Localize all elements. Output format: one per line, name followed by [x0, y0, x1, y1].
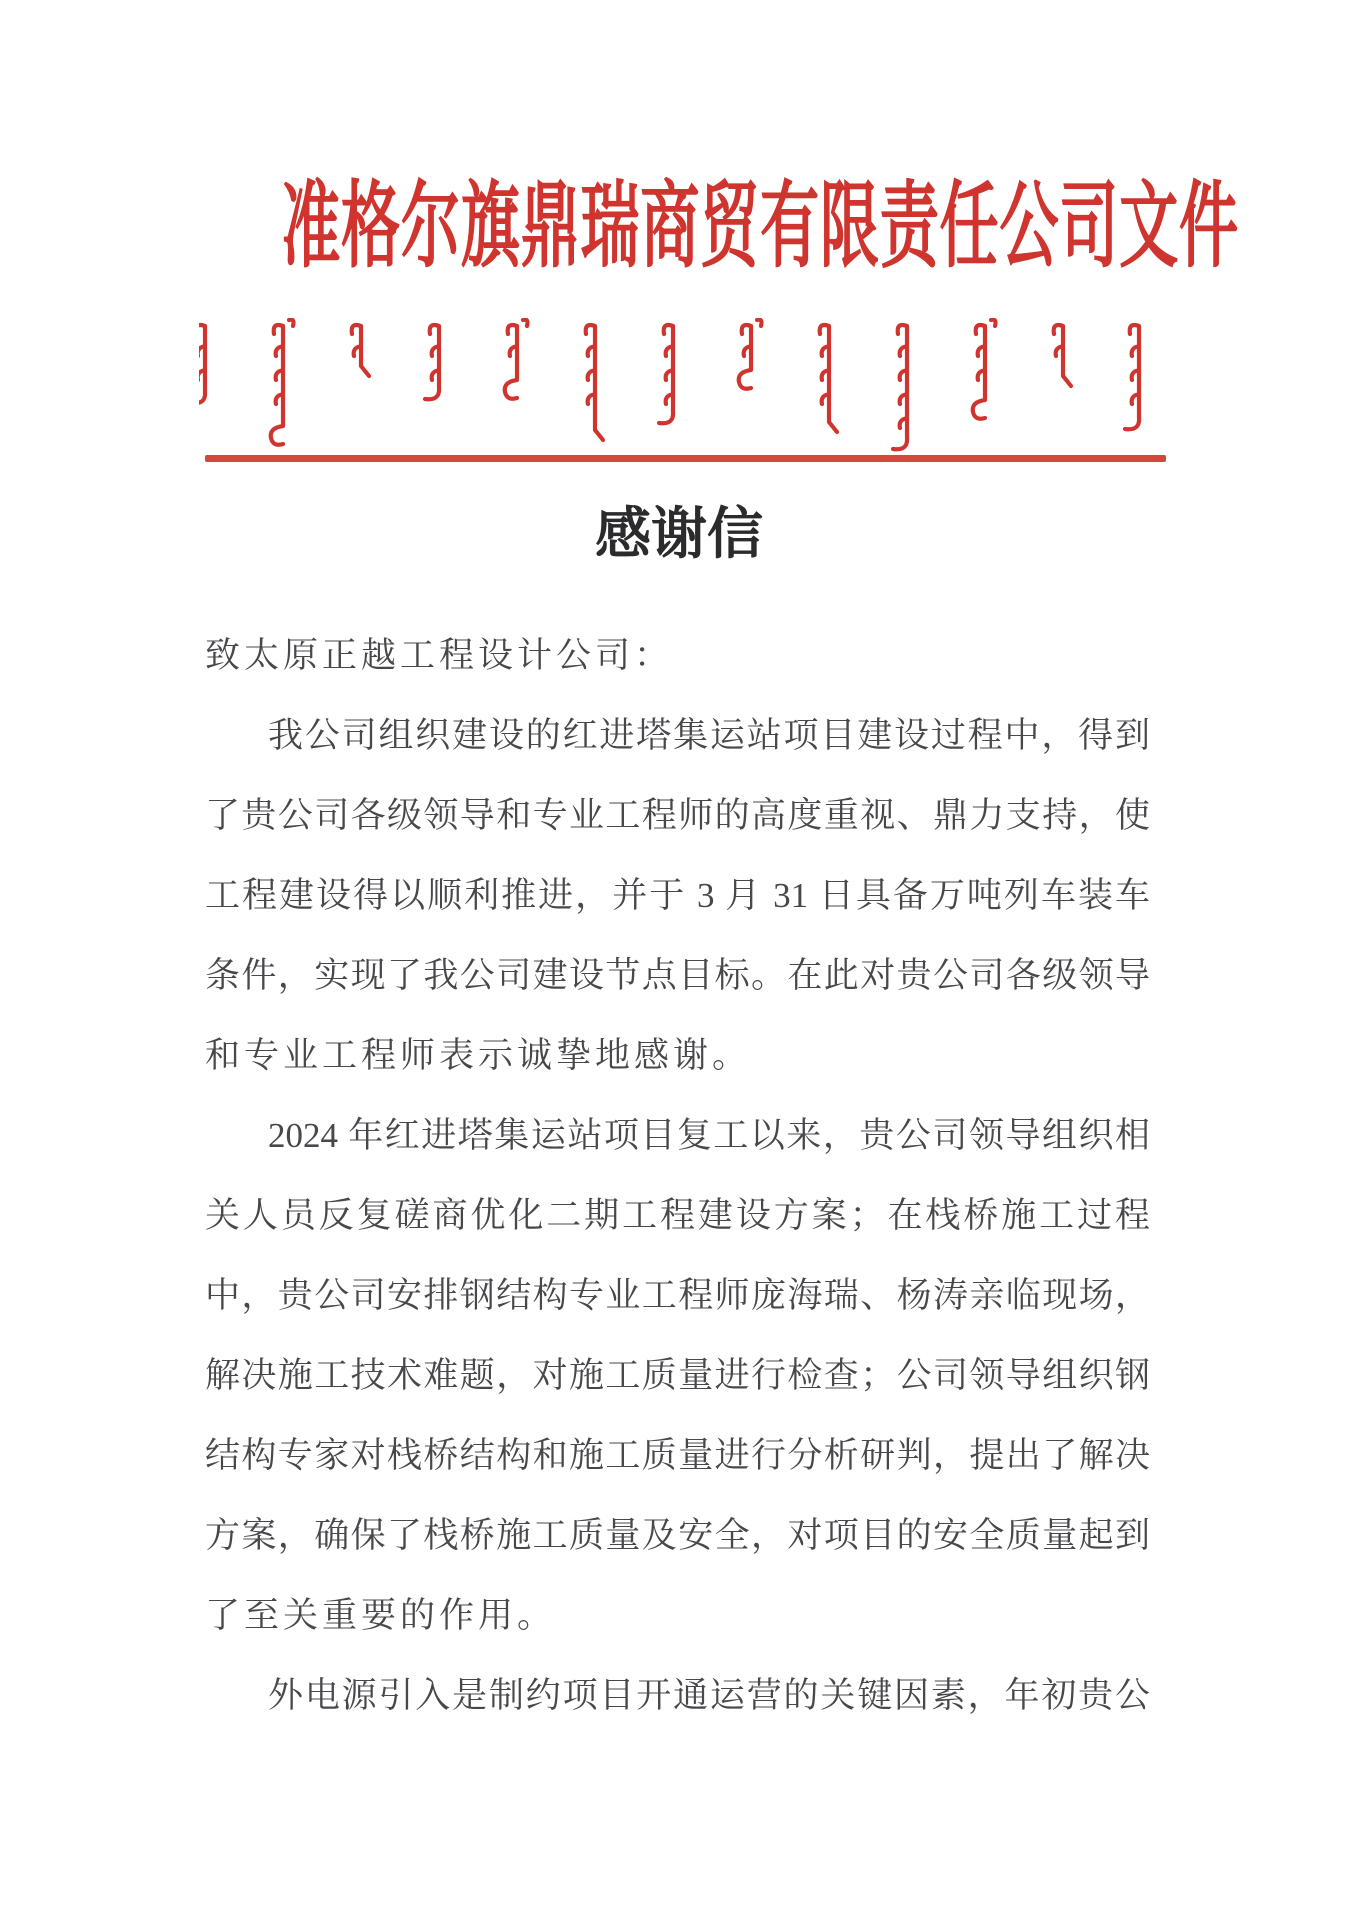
body-line: 工程建设得以顺利推进，并于 3 月 31 日具备万吨列车装车	[205, 876, 1150, 915]
letter-body	[205, 616, 1150, 1736]
letterhead-rule	[205, 455, 1166, 462]
body-line: 结构专家对栈桥结构和施工质量进行分析研判，提出了解决	[205, 1436, 1150, 1475]
body-line: 和专业工程师表示诚挚地感谢。	[205, 1036, 752, 1075]
letter-title: 感谢信	[595, 504, 763, 566]
letterhead-company-title-text: 准格尔旗鼎瑞商贸有限责任公司文件	[281, 175, 1239, 279]
body-line: 外电源引入是制约项目开通运营的关键因素，年初贵公	[268, 1676, 1150, 1715]
body-line: 方案，确保了栈桥施工质量及安全，对项目的安全质量起到	[205, 1516, 1150, 1555]
letterhead-company-title	[0, 172, 1358, 282]
body-line: 解决施工技术难题，对施工质量进行检查；公司领导组织钢	[205, 1356, 1150, 1395]
body-line: 关人员反复磋商优化二期工程建设方案；在栈桥施工过程	[205, 1196, 1150, 1235]
body-line: 我公司组织建设的红进塔集运站项目建设过程中，得到	[268, 716, 1150, 755]
body-line: 了贵公司各级领导和专业工程师的高度重视、鼎力支持，使	[205, 796, 1150, 835]
body-line: 了至关重要的作用。	[205, 1596, 557, 1635]
body-line: 中，贵公司安排钢结构专业工程师庞海瑞、杨涛亲临现场，	[205, 1276, 1150, 1315]
mongolian-vertical-script-icon	[199, 318, 1159, 468]
salutation-line: 致太原正越工程设计公司：	[205, 636, 674, 675]
body-line: 条件，实现了我公司建设节点目标。在此对贵公司各级领导	[205, 956, 1150, 995]
body-line: 2024 年红进塔集运站项目复工以来，贵公司领导组织相	[268, 1116, 1150, 1155]
